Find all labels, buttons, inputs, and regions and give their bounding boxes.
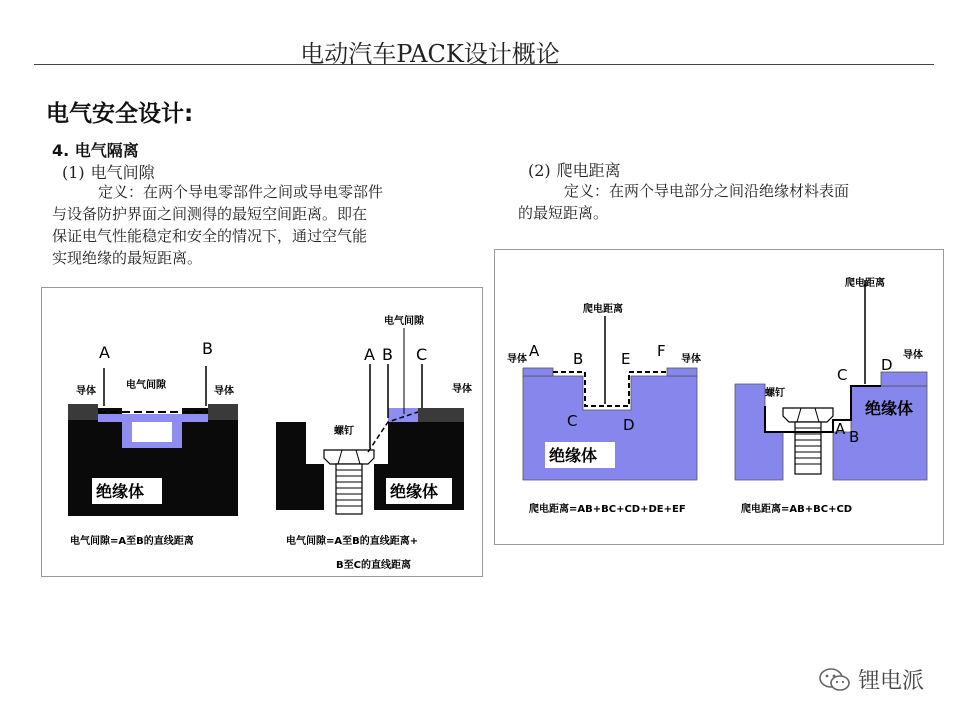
screw bbox=[783, 408, 833, 474]
creepage-def-line1: 定义：在两个导电部分之间沿绝缘材料表面 bbox=[564, 182, 850, 200]
gap-label: 电气间隙 bbox=[126, 380, 166, 391]
creepage-definition bbox=[518, 180, 938, 224]
point-a-label: A bbox=[99, 343, 110, 362]
point-f-label: F bbox=[657, 342, 666, 360]
point-b-label: B bbox=[202, 339, 213, 358]
clearance-diagram-left bbox=[68, 339, 238, 547]
right-conductor bbox=[667, 368, 697, 376]
left-conductor bbox=[68, 404, 98, 420]
left-conductor-label: 导体 bbox=[507, 354, 527, 365]
left-conductor bbox=[523, 368, 553, 376]
clearance-def-line4: 实现绝缘的最短距离。 bbox=[52, 249, 203, 267]
conductor-plate bbox=[881, 372, 927, 386]
brand-logo bbox=[818, 664, 924, 695]
insulator-label: 绝缘体 bbox=[549, 446, 598, 465]
left-insulator-block bbox=[276, 422, 324, 510]
clearance-diagram-right bbox=[276, 314, 472, 571]
clearance-formula-right-line2: B至C的直线距离 bbox=[336, 560, 411, 571]
insulator-label: 绝缘体 bbox=[865, 399, 914, 418]
clearance-zone bbox=[98, 414, 208, 422]
point-c-label: C bbox=[416, 345, 428, 364]
creepage-title-text: 爬电距离 bbox=[556, 161, 621, 180]
title-divider bbox=[34, 64, 934, 65]
right-conductor bbox=[208, 404, 238, 420]
clearance-formula-left: 电气间隙=A至B的直线距离 bbox=[70, 536, 194, 547]
creepage-title bbox=[528, 158, 621, 181]
clearance-title-text: 电气间隙 bbox=[90, 163, 155, 182]
right-conductor-label: 导体 bbox=[214, 386, 234, 397]
section-heading: 电气安全设计: bbox=[46, 101, 194, 127]
creepage-diagram-right bbox=[735, 276, 927, 515]
left-conductor-label: 导体 bbox=[76, 386, 96, 397]
clearance-def-line2: 与设备防护界面之间测得的最短空间距离。即在 bbox=[52, 205, 368, 223]
conductor-label: 导体 bbox=[452, 384, 472, 395]
creepage-formula-left: 爬电距离=AB+BC+CD+DE+EF bbox=[529, 504, 686, 515]
right-conductor-label: 导体 bbox=[681, 354, 701, 365]
insulator-label: 绝缘体 bbox=[96, 482, 145, 501]
creepage-figure bbox=[494, 249, 944, 545]
clearance-definition bbox=[52, 181, 472, 269]
creep-label: 爬电距离 bbox=[845, 278, 885, 289]
conductor-plate bbox=[418, 408, 464, 422]
gap-label: 电气间隙 bbox=[384, 316, 424, 327]
point-a-label: A bbox=[835, 420, 846, 438]
screw-label: 螺钉 bbox=[765, 388, 785, 399]
clearance-def-line3: 保证电气性能稳定和安全的情况下，通过空气能 bbox=[52, 227, 368, 245]
clearance-figure bbox=[41, 287, 483, 577]
slide-title: 电动汽车PACK设计概论 bbox=[300, 40, 560, 68]
creepage-formula-right: 爬电距离=AB+BC+CD bbox=[741, 504, 853, 515]
clearance-def-line1: 定义：在两个导电零部件之间或导电零部件 bbox=[98, 183, 384, 201]
screw bbox=[324, 450, 374, 514]
wechat-icon bbox=[818, 666, 852, 694]
clearance-title bbox=[62, 160, 155, 183]
point-d-label: D bbox=[881, 356, 893, 374]
point-b-label: B bbox=[849, 428, 860, 446]
subsection-heading: 4. 电气隔离 bbox=[52, 141, 139, 160]
point-d-label: D bbox=[623, 416, 635, 434]
point-a-label: A bbox=[529, 342, 540, 360]
conductor-label: 导体 bbox=[903, 350, 923, 361]
clearance-number: (1) bbox=[62, 163, 85, 182]
screw-label: 螺钉 bbox=[334, 426, 354, 437]
creepage-diagram-left bbox=[507, 302, 701, 515]
creepage-number: (2) bbox=[528, 161, 551, 180]
brand-name: 锂电派 bbox=[858, 669, 925, 694]
point-b-label: B bbox=[382, 345, 393, 364]
point-a-label: A bbox=[364, 345, 375, 364]
point-c-label: C bbox=[567, 412, 578, 430]
creep-label: 爬电距离 bbox=[583, 304, 623, 315]
clearance-formula-right-line1: 电气间隙=A至B的直线距离+ bbox=[286, 536, 419, 547]
creepage-def-line2: 的最短距离。 bbox=[518, 204, 609, 222]
point-e-label: E bbox=[621, 350, 631, 368]
point-c-label: C bbox=[837, 366, 848, 384]
insulator-label: 绝缘体 bbox=[390, 482, 439, 501]
point-b-label: B bbox=[573, 350, 584, 368]
